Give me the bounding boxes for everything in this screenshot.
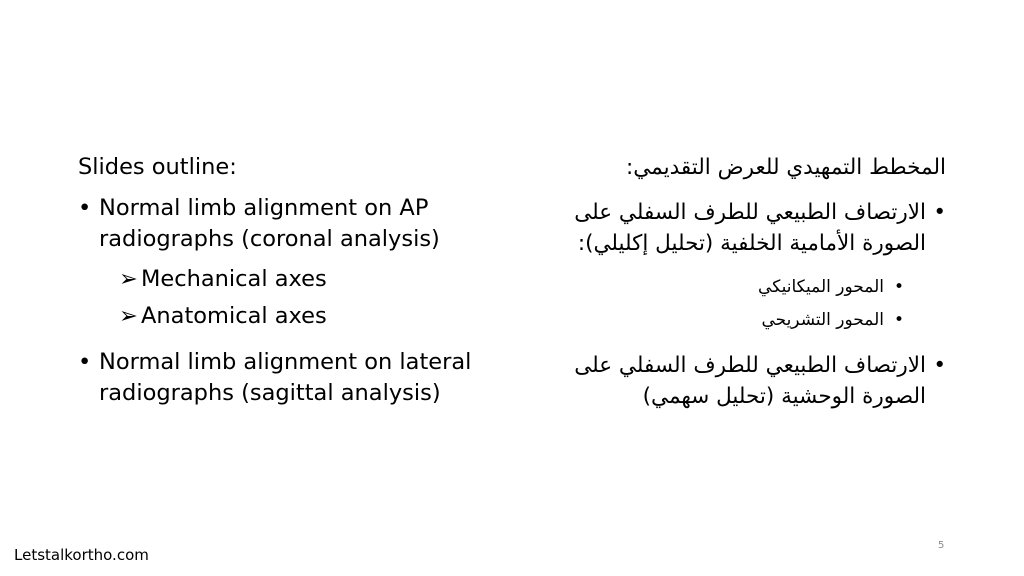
outline-heading-en: Slides outline:	[78, 154, 237, 180]
outline-item-en-coronal	[78, 193, 518, 335]
outline-subitem-text: المحور التشريحي	[761, 310, 884, 330]
outline-subitem-en-mechanical	[119, 261, 518, 298]
bullet-icon: •	[893, 277, 904, 297]
outline-subitem-text: Anatomical axes	[141, 303, 327, 329]
bullet-icon: •	[78, 349, 92, 375]
outline-item-en-sagittal	[78, 347, 518, 409]
arrow-bullet-icon: ➢	[119, 266, 138, 292]
outline-item-ar-coronal	[536, 197, 946, 337]
bullet-icon: •	[893, 310, 904, 330]
page-number: 5	[938, 540, 945, 551]
outline-item-text: الارتصاف الطبيعي للطرف السفلي على الصورة الأمامية الخلفية (تحليل إكليلي):	[574, 200, 926, 256]
outline-heading-ar: المخطط التمهيدي للعرض التقديمي:	[626, 155, 946, 180]
footer-site-link: Letstalkortho.com	[14, 546, 149, 564]
arrow-bullet-icon: ➢	[119, 303, 138, 329]
outline-item-text: Normal limb alignment on lateral radiographs (sagittal analysis)	[99, 349, 472, 406]
outline-item-ar-sagittal	[536, 350, 946, 412]
outline-item-text: الارتصاف الطبيعي للطرف السفلي على الصورة الوحشية (تحليل سهمي)	[574, 353, 926, 409]
outline-subitem-text: Mechanical axes	[141, 266, 327, 292]
arabic-outline	[536, 152, 946, 412]
outline-subitem-ar-anatomical	[536, 304, 904, 337]
outline-subitem-text: المحور الميكانيكي	[758, 277, 884, 297]
outline-subitem-ar-mechanical	[536, 271, 904, 304]
bullet-icon: •	[78, 195, 92, 221]
outline-sublist-ar	[536, 271, 926, 337]
outline-subitem-en-anatomical	[119, 298, 518, 335]
bullet-icon: •	[933, 353, 946, 378]
outline-item-text: Normal limb alignment on AP radiographs (coronal analysis)	[99, 195, 440, 252]
english-outline	[78, 152, 518, 409]
outline-sublist-en	[119, 261, 518, 335]
bullet-icon: •	[933, 200, 946, 225]
